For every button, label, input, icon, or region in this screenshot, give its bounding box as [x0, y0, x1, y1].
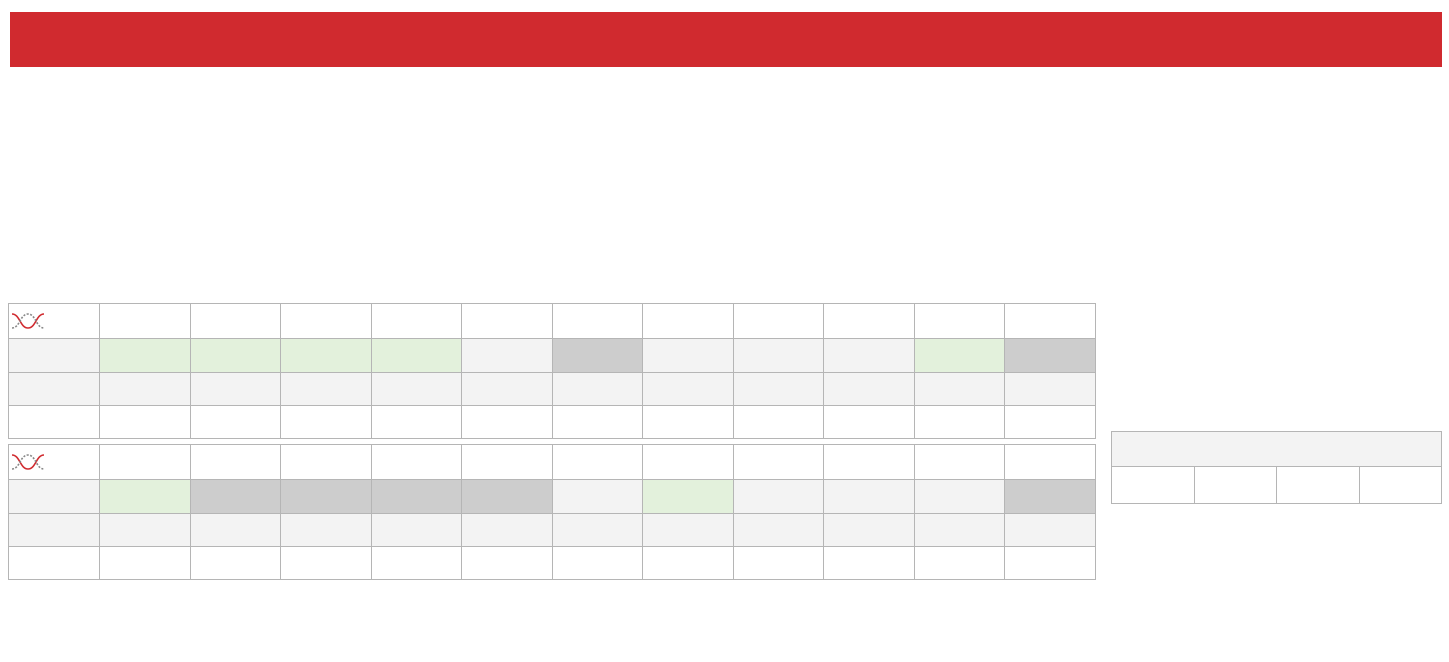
perc-cell [1005, 406, 1096, 439]
acc-cell [462, 373, 553, 406]
perc-cell [552, 406, 643, 439]
acc-cell [552, 373, 643, 406]
trait-header [462, 304, 553, 339]
acc-cell [552, 514, 643, 547]
perc-cell [100, 406, 191, 439]
acc-cell [1005, 514, 1096, 547]
trait-header [1005, 445, 1096, 480]
trait-header [733, 445, 824, 480]
acc-cell [281, 373, 372, 406]
trait-header [1005, 304, 1096, 339]
trait-header [100, 304, 191, 339]
acc-cell [733, 373, 824, 406]
trait-header [281, 304, 372, 339]
trait-header [371, 304, 462, 339]
ebv-cell [281, 339, 372, 373]
acc-cell [100, 373, 191, 406]
selection-label-cell [1277, 467, 1360, 504]
acc-cell [733, 514, 824, 547]
trait-header [643, 304, 734, 339]
ebv-cell [733, 339, 824, 373]
ebv-cell [552, 480, 643, 514]
selection-label-cell [1359, 467, 1442, 504]
perc-cell [371, 406, 462, 439]
acc-row-label [9, 373, 100, 406]
selection-indexes-table [1111, 431, 1442, 504]
ebv-cell [371, 339, 462, 373]
acc-cell [914, 514, 1005, 547]
ebv-cell [1005, 480, 1096, 514]
perc-row-label [9, 406, 100, 439]
trait-header [914, 304, 1005, 339]
ebv-cell [100, 480, 191, 514]
acc-cell [371, 373, 462, 406]
acc-cell [643, 373, 734, 406]
perc-cell [914, 547, 1005, 580]
ebv-cell [462, 339, 553, 373]
perc-cell [190, 406, 281, 439]
trait-header [462, 445, 553, 480]
tace-logo [9, 445, 100, 480]
ebv-cell [914, 339, 1005, 373]
perc-cell [1005, 547, 1096, 580]
acc-row-label [9, 514, 100, 547]
ebv-cell [643, 339, 734, 373]
acc-cell [824, 514, 915, 547]
ebv-cell [190, 480, 281, 514]
ebv-cell [281, 480, 372, 514]
trait-header [733, 304, 824, 339]
ebv-cell [914, 480, 1005, 514]
perc-cell [190, 547, 281, 580]
acc-cell [190, 514, 281, 547]
acc-cell [371, 514, 462, 547]
acc-cell [462, 514, 553, 547]
tace-table-1 [8, 303, 1096, 439]
dna-helix-icon [11, 310, 45, 332]
acc-cell [643, 514, 734, 547]
tace-table-2 [8, 444, 1096, 580]
ebv-row-label [9, 480, 100, 514]
acc-cell [1005, 373, 1096, 406]
lot-header [10, 12, 1442, 67]
acc-cell [100, 514, 191, 547]
ebv-cell [824, 339, 915, 373]
dna-helix-icon [11, 451, 45, 473]
perc-cell [733, 406, 824, 439]
perc-cell [733, 547, 824, 580]
trait-header [824, 445, 915, 480]
selection-labels-row [1112, 467, 1442, 504]
ebv-row-label [9, 339, 100, 373]
perc-cell [281, 406, 372, 439]
perc-cell [914, 406, 1005, 439]
ebv-cell [1005, 339, 1096, 373]
ebv-cell [100, 339, 191, 373]
perc-cell [824, 547, 915, 580]
selection-label-cell [1194, 467, 1277, 504]
perc-cell [281, 547, 372, 580]
ebv-cell [190, 339, 281, 373]
ebv-cell [643, 480, 734, 514]
trait-header [371, 445, 462, 480]
acc-cell [824, 373, 915, 406]
acc-cell [281, 514, 372, 547]
trait-header [914, 445, 1005, 480]
ebv-cell [552, 339, 643, 373]
perc-cell [824, 406, 915, 439]
acc-cell [914, 373, 1005, 406]
tace-logo [9, 304, 100, 339]
trait-header [100, 445, 191, 480]
trait-header [281, 445, 372, 480]
perc-cell [552, 547, 643, 580]
ebv-cell [462, 480, 553, 514]
ebv-cell [824, 480, 915, 514]
trait-header [190, 304, 281, 339]
perc-cell [462, 406, 553, 439]
perc-row-label [9, 547, 100, 580]
trait-header [643, 445, 734, 480]
ebv-cell [733, 480, 824, 514]
perc-cell [462, 547, 553, 580]
acc-cell [190, 373, 281, 406]
perc-cell [643, 547, 734, 580]
selection-label-cell [1112, 467, 1195, 504]
perc-cell [643, 406, 734, 439]
trait-header [552, 304, 643, 339]
perc-cell [100, 547, 191, 580]
trait-header [190, 445, 281, 480]
ebv-cell [371, 480, 462, 514]
selection-indexes-title [1112, 432, 1442, 467]
perc-cell [371, 547, 462, 580]
trait-header [824, 304, 915, 339]
trait-header [552, 445, 643, 480]
